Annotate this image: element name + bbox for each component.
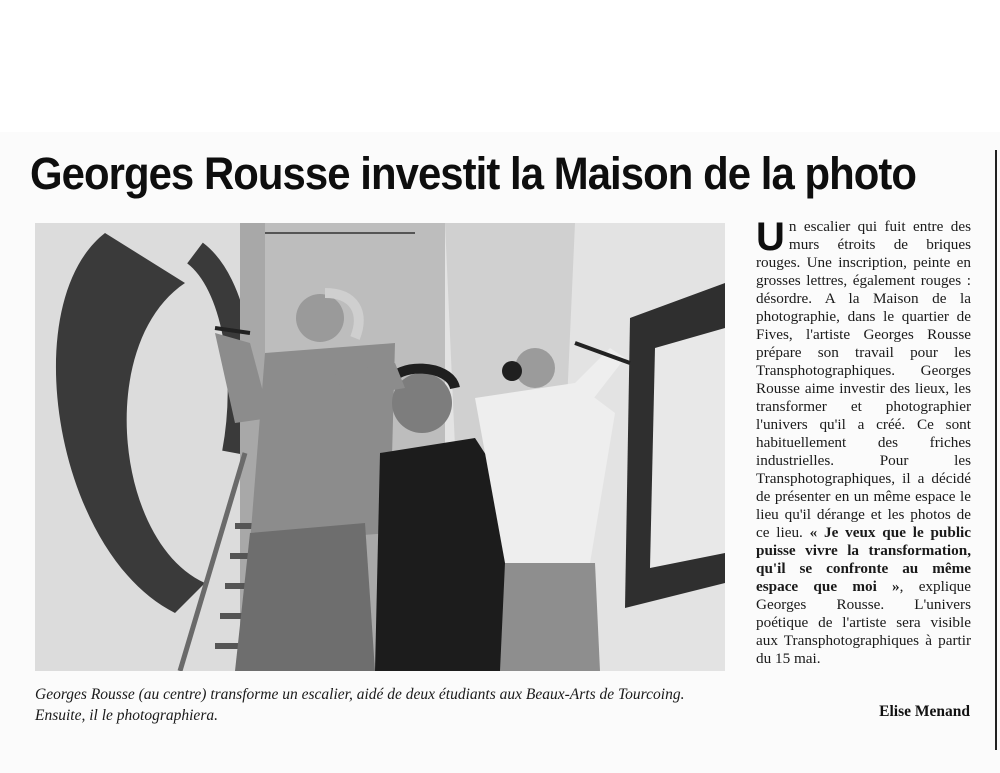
drop-cap: U — [756, 215, 785, 259]
article-photo — [35, 223, 725, 671]
headline: Georges Rousse investit la Maison de la photo — [30, 148, 917, 199]
photo-illustration — [35, 223, 725, 671]
article-body — [756, 215, 971, 668]
column-divider-rule — [995, 150, 997, 750]
article-quote: « Je veux que le public puisse vivre la transformation, qu'il se confronte au même espace que moi » — [756, 524, 971, 595]
article-text-outro: , explique Georges Rousse. L'univers poétique de l'artiste sera visible aux Transphotographiques à partir du 15 mai. — [756, 578, 971, 667]
photo-caption: Georges Rousse (au centre) transforme un escalier, aidé de deux étudiants aux Beaux-Arts de Tourcoing. Ensuite, il le photographiera. — [35, 686, 685, 724]
article-text-intro: n escalier qui fuit entre des murs étroits de briques rouges. Une inscription, peinte en grosses lettres, également rouges : désordre. A la Maison de la photographie, dans le quartier de Fives, l'artiste Georges Rousse prépare son travail pour les Transphotographiques. Georges Rousse aime investir des lieux, les transformer et photographier l'univers qu'il a créé. Ce sont habituellement des friches industrielles. Pour les Transphotographiques, il a décidé de présenter en un même espace le lieu qu'il dérange et les photos de ce lieu. — [756, 218, 971, 541]
author-byline: Elise Menand — [879, 703, 970, 720]
